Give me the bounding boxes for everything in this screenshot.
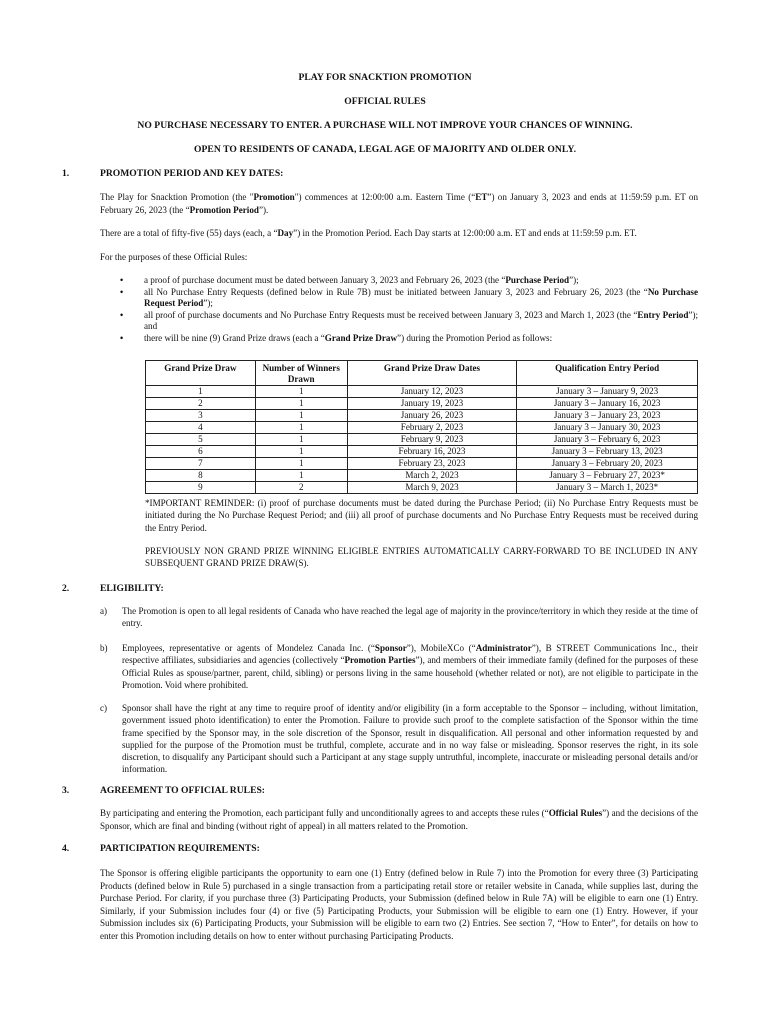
table-cell: February 2, 2023 <box>347 422 517 434</box>
item-label: a) <box>100 606 108 616</box>
table-cell: January 26, 2023 <box>347 410 517 422</box>
list-item: • all No Purchase Entry Requests (defined below in Rule 7B) must be initiated between January 3, 2023 and February 26, 2023 (the “No Purchase Request Period”); <box>120 286 698 309</box>
doc-title: PLAY FOR SNACKTION PROMOTION <box>298 72 472 83</box>
section-4-number: 4. <box>62 843 70 854</box>
no-purchase-notice: NO PURCHASE NECESSARY TO ENTER. A PURCHASE WILL NOT IMPROVE YOUR CHANCES OF WINNING. <box>137 120 633 131</box>
section-4-title: PARTICIPATION REQUIREMENTS: <box>100 843 260 854</box>
table-cell: January 3 – March 1, 2023* <box>517 482 698 494</box>
table-row <box>146 398 698 410</box>
table-cell: 2 <box>146 398 256 410</box>
table-cell: January 3 – January 16, 2023 <box>517 398 698 410</box>
section-3-paragraph: By participating and entering the Promotion, each participant fully and unconditionally agrees to and accepts these rules (“Official Rules”) and the decisions of the Sponsor, which are final and binding (without right of appeal) in all matters related to the Promotion. <box>100 808 698 831</box>
table-cell: January 3 – February 20, 2023 <box>517 458 698 470</box>
section-2-title: ELIGIBILITY: <box>100 583 164 594</box>
table-cell: 3 <box>146 410 256 422</box>
section-1-paragraph-3: For the purposes of these Official Rules: <box>100 252 248 262</box>
table-cell: 6 <box>146 446 256 458</box>
table-row <box>146 446 698 458</box>
eligibility-item-a <box>100 605 698 630</box>
table-cell: 1 <box>255 434 347 446</box>
table-cell: January 3 – February 27, 2023* <box>517 470 698 482</box>
table-cell: January 3 – January 23, 2023 <box>517 410 698 422</box>
table-cell: 1 <box>255 398 347 410</box>
table-cell: 5 <box>146 434 256 446</box>
table-cell: January 19, 2023 <box>347 398 517 410</box>
table-row <box>146 482 698 494</box>
list-item: • a proof of purchase document must be dated between January 3, 2023 and February 26, 2023 (the “Purchase Period”); <box>120 275 579 285</box>
item-label: b) <box>100 643 108 653</box>
table-cell: 1 <box>255 410 347 422</box>
section-3-title: AGREEMENT TO OFFICIAL RULES: <box>100 785 265 796</box>
table-cell: January 3 – January 9, 2023 <box>517 386 698 398</box>
table-cell: February 9, 2023 <box>347 434 517 446</box>
column-header: Grand Prize Draw <box>146 361 256 386</box>
table-cell: February 23, 2023 <box>347 458 517 470</box>
table-cell: 7 <box>146 458 256 470</box>
column-header: Number of Winners Drawn <box>255 361 347 386</box>
table-cell: January 3 – January 30, 2023 <box>517 422 698 434</box>
section-4-paragraph: The Sponsor is offering eligible participants the opportunity to earn one (1) Entry (defined below in Rule 7) into the Promotion for every three (3) Participating Products (defined below in Rule 5) purchased in a single transaction from a participating retail store or retailer website in Canada, while supplies last, during the Purchase Period. For clarity, if you purchase three (3) Participating Products, your Submission (defined below in Rule 7A) will be eligible to earn one (1) Entry. Similarly, if your Submission includes four (4) or five (5) Participating Products, your Submission will be eligible to earn one (1) Entry. However, if your Submission includes six (6) Participating Products, your Submission will be eligible to earn two (2) Entries. See section 7, “How to Enter”, for details on how to enter this Promotion including details on how to enter without purchasing Participating Products. <box>100 868 698 941</box>
section-3-number: 3. <box>62 785 70 796</box>
table-cell: 8 <box>146 470 256 482</box>
table-cell: 1 <box>255 386 347 398</box>
column-header: Grand Prize Draw Dates <box>347 361 517 386</box>
table-row <box>146 458 698 470</box>
table-cell: 1 <box>146 386 256 398</box>
section-1-title: PROMOTION PERIOD AND KEY DATES: <box>100 168 284 179</box>
table-cell: January 3 – February 13, 2023 <box>517 446 698 458</box>
table-cell: 1 <box>255 422 347 434</box>
table-cell: 4 <box>146 422 256 434</box>
table-cell: January 3 – February 6, 2023 <box>517 434 698 446</box>
item-text: The Promotion is open to all legal residents of Canada who have reached the legal age of majority in the province/territory in which they reside at the time of entry. <box>122 606 698 629</box>
item-text: Sponsor shall have the right at any time to require proof of identity and/or eligibility (in a form acceptable to the Sponsor – including, without limitation, government issued photo identification) to enter the Promotion. Failure to provide such proof to the complete satisfaction of the Sponsor within the time frame specified by the Sponsor may, in the sole discretion of the Sponsor, result in disqualification. All personal and other information requested by and supplied for the purpose of the Promotion must be truthful, complete, accurate and in no way false or misleading. Sponsor reserves the right, in its sole discretion, to disqualify any Participant should such a Participant at any stage supply untruthful, incomplete, inaccurate or misleading personal details and/or information. <box>122 703 698 775</box>
table-cell: 1 <box>255 458 347 470</box>
table-row <box>146 470 698 482</box>
table-header-row <box>146 361 698 386</box>
table-cell: 2 <box>255 482 347 494</box>
carry-forward-notice: PREVIOUSLY NON GRAND PRIZE WINNING ELIGIBLE ENTRIES AUTOMATICALLY CARRY-FORWARD TO BE INCLUDED IN ANY SUBSEQUENT GRAND PRIZE DRAW(S). <box>145 546 698 569</box>
table-row <box>146 422 698 434</box>
section-1-bullet-list <box>100 275 698 345</box>
section-2-number: 2. <box>62 583 70 594</box>
table-row <box>146 434 698 446</box>
table-cell: 1 <box>255 470 347 482</box>
residency-notice: OPEN TO RESIDENTS OF CANADA, LEGAL AGE OF MAJORITY AND OLDER ONLY. <box>193 144 577 155</box>
table-cell: March 9, 2023 <box>347 482 517 494</box>
section-1-number: 1. <box>62 168 70 179</box>
list-item: • there will be nine (9) Grand Prize draws (each a “Grand Prize Draw”) during the Promotion Period as follows: <box>120 332 553 343</box>
table-row <box>146 410 698 422</box>
eligibility-item-b <box>100 642 698 691</box>
item-label: c) <box>100 703 108 713</box>
item-text: Employees, representative or agents of Mondelez Canada Inc. (“Sponsor”), MobileXCo (“Administrator”), B STREET Communications Inc., their respective affiliates, subsidiaries and agencies (collectively “Promotion Parties”), and members of their immediate family (defined for the purposes of these Official Rules as spouse/partner, parent, child, sibling) or persons living in the same household (whether related or not), are not eligible to participate in the Promotion. Void where prohibited. <box>122 643 699 690</box>
important-reminder: *IMPORTANT REMINDER: (i) proof of purchase documents must be dated during the Purchase Period; (ii) No Purchase Entry Requests must be initiated during the No Purchase Request Period; and (iii) all proof of purchase documents and No Purchase Entry Requests must be received during the Entry Period. <box>145 498 698 533</box>
doc-subtitle: OFFICIAL RULES <box>344 96 426 107</box>
table-cell: February 16, 2023 <box>347 446 517 458</box>
section-1-paragraph-1: The Play for Snacktion Promotion (the "Promotion") commences at 12:00:00 a.m. Eastern Time (“ET”) on January 3, 2023 and ends at 11:59:59 p.m. ET on February 26, 2023 (the “Promotion Period”). <box>100 192 698 215</box>
list-item: • all proof of purchase documents and No Purchase Entry Requests must be received between January 3, 2023 and March 1, 2023 (the “Entry Period”); and <box>120 309 698 332</box>
table-cell: March 2, 2023 <box>347 470 517 482</box>
table-cell: January 12, 2023 <box>347 386 517 398</box>
section-1-paragraph-2: There are a total of fifty-five (55) days (each, a “Day”) in the Promotion Period. Each Day starts at 12:00:00 a.m. ET and ends at 11:59:59 p.m. ET. <box>100 228 637 238</box>
eligibility-item-c <box>100 702 698 776</box>
column-header: Qualification Entry Period <box>517 361 698 386</box>
table-cell: 9 <box>146 482 256 494</box>
table-cell: 1 <box>255 446 347 458</box>
grand-prize-draw-table <box>145 360 698 494</box>
table-row <box>146 386 698 398</box>
